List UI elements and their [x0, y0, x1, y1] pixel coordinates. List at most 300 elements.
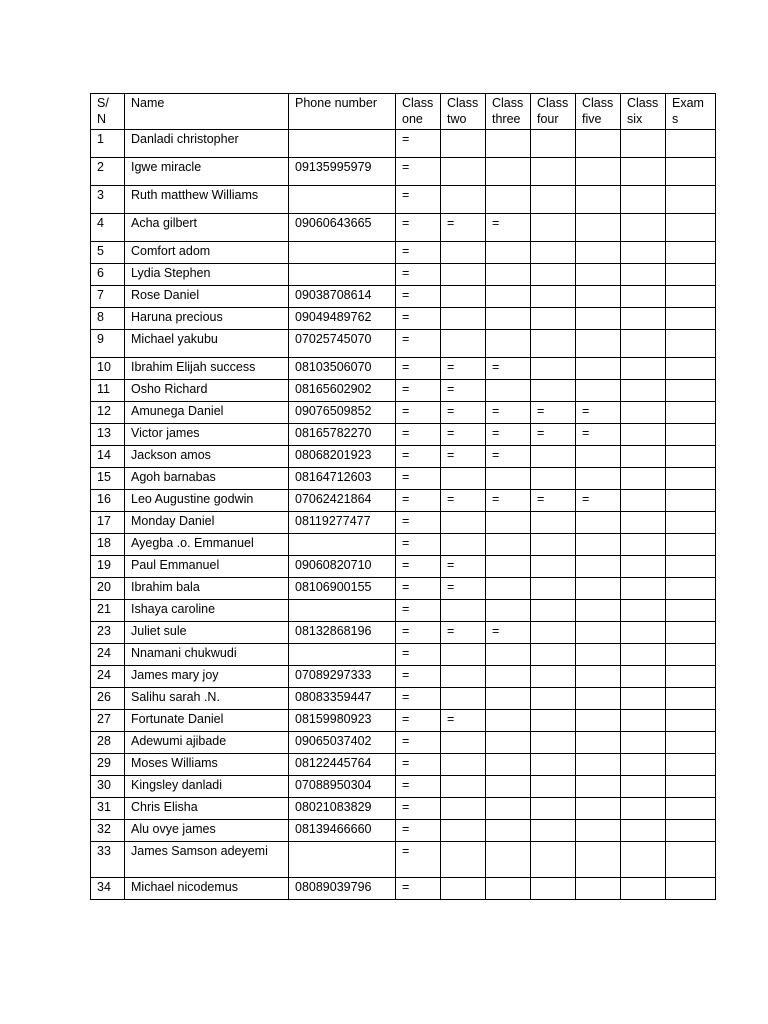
cell-name: Michael nicodemus	[125, 878, 289, 900]
cell-class-four	[531, 308, 576, 330]
cell-class-five	[576, 600, 621, 622]
table-row	[91, 622, 716, 644]
cell-class-six	[621, 878, 666, 900]
cell-exams	[666, 242, 716, 264]
cell-class-one: =	[396, 710, 441, 732]
cell-class-two	[441, 776, 486, 798]
cell-phone-number: 08165782270	[289, 424, 396, 446]
cell-sn: 14	[91, 446, 125, 468]
cell-class-one: =	[396, 308, 441, 330]
cell-sn: 7	[91, 286, 125, 308]
cell-class-one: =	[396, 534, 441, 556]
cell-class-one: =	[396, 666, 441, 688]
cell-class-two	[441, 308, 486, 330]
table-row	[91, 130, 716, 158]
cell-phone-number: 08089039796	[289, 878, 396, 900]
cell-class-four: =	[531, 402, 576, 424]
cell-sn: 5	[91, 242, 125, 264]
cell-class-three	[486, 578, 531, 600]
cell-class-six	[621, 468, 666, 490]
cell-class-four	[531, 644, 576, 666]
cell-phone-number: 09060820710	[289, 556, 396, 578]
cell-class-three	[486, 380, 531, 402]
cell-exams	[666, 688, 716, 710]
cell-class-six	[621, 130, 666, 158]
cell-class-four	[531, 512, 576, 534]
cell-name: Rose Daniel	[125, 286, 289, 308]
cell-class-two	[441, 286, 486, 308]
cell-exams	[666, 158, 716, 186]
cell-class-three	[486, 842, 531, 878]
cell-phone-number: 08159980923	[289, 710, 396, 732]
cell-class-four	[531, 776, 576, 798]
cell-class-one: =	[396, 358, 441, 380]
cell-class-five	[576, 512, 621, 534]
cell-exams	[666, 380, 716, 402]
cell-class-two	[441, 644, 486, 666]
cell-class-one: =	[396, 130, 441, 158]
cell-class-two	[441, 534, 486, 556]
cell-phone-number	[289, 264, 396, 286]
cell-class-six	[621, 286, 666, 308]
header-class-three: Class three	[486, 94, 531, 130]
cell-sn: 29	[91, 754, 125, 776]
cell-sn: 26	[91, 688, 125, 710]
table-row	[91, 242, 716, 264]
cell-class-five	[576, 286, 621, 308]
table-row	[91, 286, 716, 308]
cell-sn: 3	[91, 186, 125, 214]
cell-sn: 28	[91, 732, 125, 754]
cell-class-two: =	[441, 214, 486, 242]
cell-name: Moses Williams	[125, 754, 289, 776]
cell-exams	[666, 446, 716, 468]
cell-name: James Samson adeyemi	[125, 842, 289, 878]
cell-name: Igwe miracle	[125, 158, 289, 186]
cell-class-one: =	[396, 732, 441, 754]
cell-exams	[666, 776, 716, 798]
cell-class-three	[486, 666, 531, 688]
cell-class-six	[621, 158, 666, 186]
cell-class-five	[576, 820, 621, 842]
cell-exams	[666, 512, 716, 534]
cell-sn: 13	[91, 424, 125, 446]
cell-class-three	[486, 330, 531, 358]
cell-phone-number: 08132868196	[289, 622, 396, 644]
cell-class-one: =	[396, 644, 441, 666]
cell-phone-number: 08103506070	[289, 358, 396, 380]
cell-class-five	[576, 732, 621, 754]
cell-name: Jackson amos	[125, 446, 289, 468]
header-sn: S/ N	[91, 94, 125, 130]
cell-class-four	[531, 878, 576, 900]
cell-class-four	[531, 798, 576, 820]
cell-class-six	[621, 842, 666, 878]
cell-exams	[666, 622, 716, 644]
table-row	[91, 468, 716, 490]
cell-name: Kingsley danladi	[125, 776, 289, 798]
cell-phone-number: 08021083829	[289, 798, 396, 820]
cell-class-five	[576, 776, 621, 798]
cell-name: Ruth matthew Williams	[125, 186, 289, 214]
cell-class-one: =	[396, 878, 441, 900]
header-class-two: Class two	[441, 94, 486, 130]
cell-class-two	[441, 820, 486, 842]
cell-class-six	[621, 214, 666, 242]
cell-sn: 23	[91, 622, 125, 644]
cell-class-three	[486, 556, 531, 578]
cell-sn: 24	[91, 644, 125, 666]
cell-phone-number: 07089297333	[289, 666, 396, 688]
cell-class-two: =	[441, 380, 486, 402]
header-exams: Exams	[666, 94, 716, 130]
cell-class-four	[531, 666, 576, 688]
cell-class-six	[621, 264, 666, 286]
table-row	[91, 732, 716, 754]
cell-phone-number	[289, 186, 396, 214]
cell-name: Alu ovye james	[125, 820, 289, 842]
cell-class-three: =	[486, 446, 531, 468]
cell-class-five	[576, 158, 621, 186]
table-row	[91, 534, 716, 556]
cell-class-two	[441, 798, 486, 820]
cell-phone-number: 09076509852	[289, 402, 396, 424]
cell-class-six	[621, 732, 666, 754]
cell-class-three	[486, 242, 531, 264]
table-row	[91, 710, 716, 732]
cell-class-three: =	[486, 402, 531, 424]
cell-class-five: =	[576, 402, 621, 424]
cell-phone-number: 08106900155	[289, 578, 396, 600]
cell-class-four	[531, 754, 576, 776]
cell-class-six	[621, 402, 666, 424]
cell-class-five	[576, 214, 621, 242]
table-row	[91, 214, 716, 242]
cell-class-four	[531, 242, 576, 264]
cell-phone-number: 08068201923	[289, 446, 396, 468]
cell-class-three	[486, 130, 531, 158]
cell-sn: 2	[91, 158, 125, 186]
cell-class-one: =	[396, 578, 441, 600]
header-phone-number: Phone number	[289, 94, 396, 130]
cell-sn: 30	[91, 776, 125, 798]
cell-class-five: =	[576, 490, 621, 512]
cell-class-five	[576, 688, 621, 710]
cell-exams	[666, 710, 716, 732]
cell-sn: 10	[91, 358, 125, 380]
cell-class-five	[576, 380, 621, 402]
cell-class-two: =	[441, 424, 486, 446]
cell-class-four	[531, 358, 576, 380]
cell-class-four	[531, 600, 576, 622]
cell-phone-number: 07025745070	[289, 330, 396, 358]
cell-class-two	[441, 242, 486, 264]
cell-class-three: =	[486, 214, 531, 242]
cell-sn: 4	[91, 214, 125, 242]
cell-class-two	[441, 468, 486, 490]
cell-class-five	[576, 534, 621, 556]
cell-class-four	[531, 622, 576, 644]
attendance-table	[90, 93, 716, 900]
cell-class-one: =	[396, 264, 441, 286]
table-row	[91, 578, 716, 600]
cell-class-three	[486, 186, 531, 214]
cell-exams	[666, 556, 716, 578]
table-row	[91, 512, 716, 534]
cell-name: Ibrahim Elijah success	[125, 358, 289, 380]
cell-sn: 6	[91, 264, 125, 286]
cell-class-one: =	[396, 798, 441, 820]
cell-class-one: =	[396, 380, 441, 402]
cell-phone-number: 09038708614	[289, 286, 396, 308]
cell-exams	[666, 798, 716, 820]
cell-exams	[666, 644, 716, 666]
cell-name: Osho Richard	[125, 380, 289, 402]
cell-class-three	[486, 710, 531, 732]
cell-class-two: =	[441, 556, 486, 578]
cell-class-two	[441, 600, 486, 622]
cell-name: Fortunate Daniel	[125, 710, 289, 732]
cell-class-three: =	[486, 424, 531, 446]
cell-class-one: =	[396, 468, 441, 490]
cell-exams	[666, 842, 716, 878]
table-row	[91, 308, 716, 330]
table-row	[91, 842, 716, 878]
cell-class-six	[621, 358, 666, 380]
cell-class-six	[621, 578, 666, 600]
cell-name: Comfort adom	[125, 242, 289, 264]
cell-name: Victor james	[125, 424, 289, 446]
table-row	[91, 402, 716, 424]
cell-sn: 1	[91, 130, 125, 158]
cell-class-two: =	[441, 446, 486, 468]
cell-class-one: =	[396, 688, 441, 710]
cell-class-six	[621, 754, 666, 776]
cell-class-two	[441, 688, 486, 710]
cell-class-one: =	[396, 512, 441, 534]
cell-sn: 27	[91, 710, 125, 732]
cell-name: Ishaya caroline	[125, 600, 289, 622]
cell-class-three: =	[486, 358, 531, 380]
cell-exams	[666, 308, 716, 330]
cell-class-six	[621, 710, 666, 732]
table-row	[91, 688, 716, 710]
cell-exams	[666, 130, 716, 158]
cell-phone-number	[289, 130, 396, 158]
cell-class-two: =	[441, 490, 486, 512]
header-class-four: Class four	[531, 94, 576, 130]
cell-name: Salihu sarah .N.	[125, 688, 289, 710]
cell-class-one: =	[396, 186, 441, 214]
cell-class-five	[576, 468, 621, 490]
table-row	[91, 158, 716, 186]
cell-class-one: =	[396, 446, 441, 468]
cell-exams	[666, 666, 716, 688]
cell-phone-number: 08122445764	[289, 754, 396, 776]
cell-class-two	[441, 330, 486, 358]
cell-name: Monday Daniel	[125, 512, 289, 534]
cell-phone-number: 08083359447	[289, 688, 396, 710]
cell-name: Ibrahim bala	[125, 578, 289, 600]
table-row	[91, 186, 716, 214]
cell-phone-number: 08165602902	[289, 380, 396, 402]
cell-class-five	[576, 622, 621, 644]
table-row	[91, 776, 716, 798]
cell-phone-number	[289, 534, 396, 556]
cell-class-one: =	[396, 600, 441, 622]
cell-name: Leo Augustine godwin	[125, 490, 289, 512]
cell-exams	[666, 330, 716, 358]
cell-class-four	[531, 710, 576, 732]
cell-class-six	[621, 330, 666, 358]
cell-sn: 17	[91, 512, 125, 534]
cell-class-six	[621, 666, 666, 688]
cell-class-two	[441, 754, 486, 776]
cell-exams	[666, 600, 716, 622]
table-row	[91, 330, 716, 358]
cell-class-two	[441, 732, 486, 754]
cell-phone-number: 08139466660	[289, 820, 396, 842]
cell-sn: 16	[91, 490, 125, 512]
cell-exams	[666, 490, 716, 512]
cell-class-five	[576, 358, 621, 380]
cell-class-one: =	[396, 330, 441, 358]
cell-phone-number	[289, 644, 396, 666]
cell-class-three: =	[486, 622, 531, 644]
cell-sn: 33	[91, 842, 125, 878]
cell-phone-number: 07062421864	[289, 490, 396, 512]
cell-class-four: =	[531, 490, 576, 512]
cell-class-two	[441, 264, 486, 286]
cell-class-six	[621, 776, 666, 798]
cell-class-six	[621, 556, 666, 578]
cell-phone-number	[289, 242, 396, 264]
cell-sn: 15	[91, 468, 125, 490]
cell-class-two	[441, 186, 486, 214]
table-row	[91, 490, 716, 512]
cell-sn: 8	[91, 308, 125, 330]
cell-class-four: =	[531, 424, 576, 446]
cell-phone-number: 09135995979	[289, 158, 396, 186]
cell-class-two: =	[441, 578, 486, 600]
cell-class-four	[531, 446, 576, 468]
cell-name: Amunega Daniel	[125, 402, 289, 424]
cell-class-three	[486, 776, 531, 798]
table-header-row	[91, 94, 716, 130]
cell-class-four	[531, 380, 576, 402]
cell-class-four	[531, 264, 576, 286]
cell-class-six	[621, 688, 666, 710]
cell-phone-number: 09049489762	[289, 308, 396, 330]
cell-class-six	[621, 424, 666, 446]
cell-class-five	[576, 186, 621, 214]
cell-phone-number: 09065037402	[289, 732, 396, 754]
table-row	[91, 424, 716, 446]
table-row	[91, 666, 716, 688]
cell-sn: 32	[91, 820, 125, 842]
cell-class-four	[531, 186, 576, 214]
table-row	[91, 446, 716, 468]
cell-exams	[666, 820, 716, 842]
cell-class-four	[531, 820, 576, 842]
cell-class-three	[486, 600, 531, 622]
cell-class-two: =	[441, 358, 486, 380]
cell-class-six	[621, 490, 666, 512]
table-body	[91, 130, 716, 900]
cell-exams	[666, 402, 716, 424]
cell-class-four	[531, 556, 576, 578]
cell-phone-number: 09060643665	[289, 214, 396, 242]
cell-phone-number: 07088950304	[289, 776, 396, 798]
cell-exams	[666, 186, 716, 214]
cell-class-two: =	[441, 402, 486, 424]
table-row	[91, 358, 716, 380]
cell-exams	[666, 214, 716, 242]
cell-class-three	[486, 878, 531, 900]
cell-class-three: =	[486, 490, 531, 512]
cell-name: Paul Emmanuel	[125, 556, 289, 578]
table-row	[91, 600, 716, 622]
cell-class-three	[486, 512, 531, 534]
cell-class-four	[531, 732, 576, 754]
cell-phone-number: 08119277477	[289, 512, 396, 534]
cell-class-one: =	[396, 754, 441, 776]
cell-sn: 21	[91, 600, 125, 622]
cell-class-five	[576, 842, 621, 878]
cell-class-three	[486, 688, 531, 710]
cell-class-three	[486, 534, 531, 556]
cell-sn: 11	[91, 380, 125, 402]
cell-class-three	[486, 798, 531, 820]
cell-class-one: =	[396, 214, 441, 242]
cell-class-four	[531, 330, 576, 358]
cell-class-one: =	[396, 158, 441, 186]
cell-class-five: =	[576, 424, 621, 446]
cell-exams	[666, 468, 716, 490]
cell-class-two: =	[441, 710, 486, 732]
cell-class-five	[576, 130, 621, 158]
cell-class-five	[576, 666, 621, 688]
cell-class-four	[531, 214, 576, 242]
cell-class-two	[441, 512, 486, 534]
cell-class-four	[531, 534, 576, 556]
cell-sn: 20	[91, 578, 125, 600]
cell-exams	[666, 424, 716, 446]
cell-name: James mary joy	[125, 666, 289, 688]
cell-class-four	[531, 468, 576, 490]
header-class-one: Class one	[396, 94, 441, 130]
cell-exams	[666, 286, 716, 308]
cell-sn: 18	[91, 534, 125, 556]
cell-class-two	[441, 130, 486, 158]
cell-class-two	[441, 842, 486, 878]
cell-class-two	[441, 666, 486, 688]
cell-exams	[666, 732, 716, 754]
cell-phone-number	[289, 600, 396, 622]
cell-exams	[666, 264, 716, 286]
cell-class-three	[486, 158, 531, 186]
cell-class-six	[621, 446, 666, 468]
cell-class-five	[576, 308, 621, 330]
cell-class-five	[576, 242, 621, 264]
cell-name: Haruna precious	[125, 308, 289, 330]
cell-name: Ayegba .o. Emmanuel	[125, 534, 289, 556]
cell-class-four	[531, 842, 576, 878]
cell-name: Lydia Stephen	[125, 264, 289, 286]
cell-class-four	[531, 286, 576, 308]
cell-class-one: =	[396, 820, 441, 842]
cell-class-one: =	[396, 776, 441, 798]
